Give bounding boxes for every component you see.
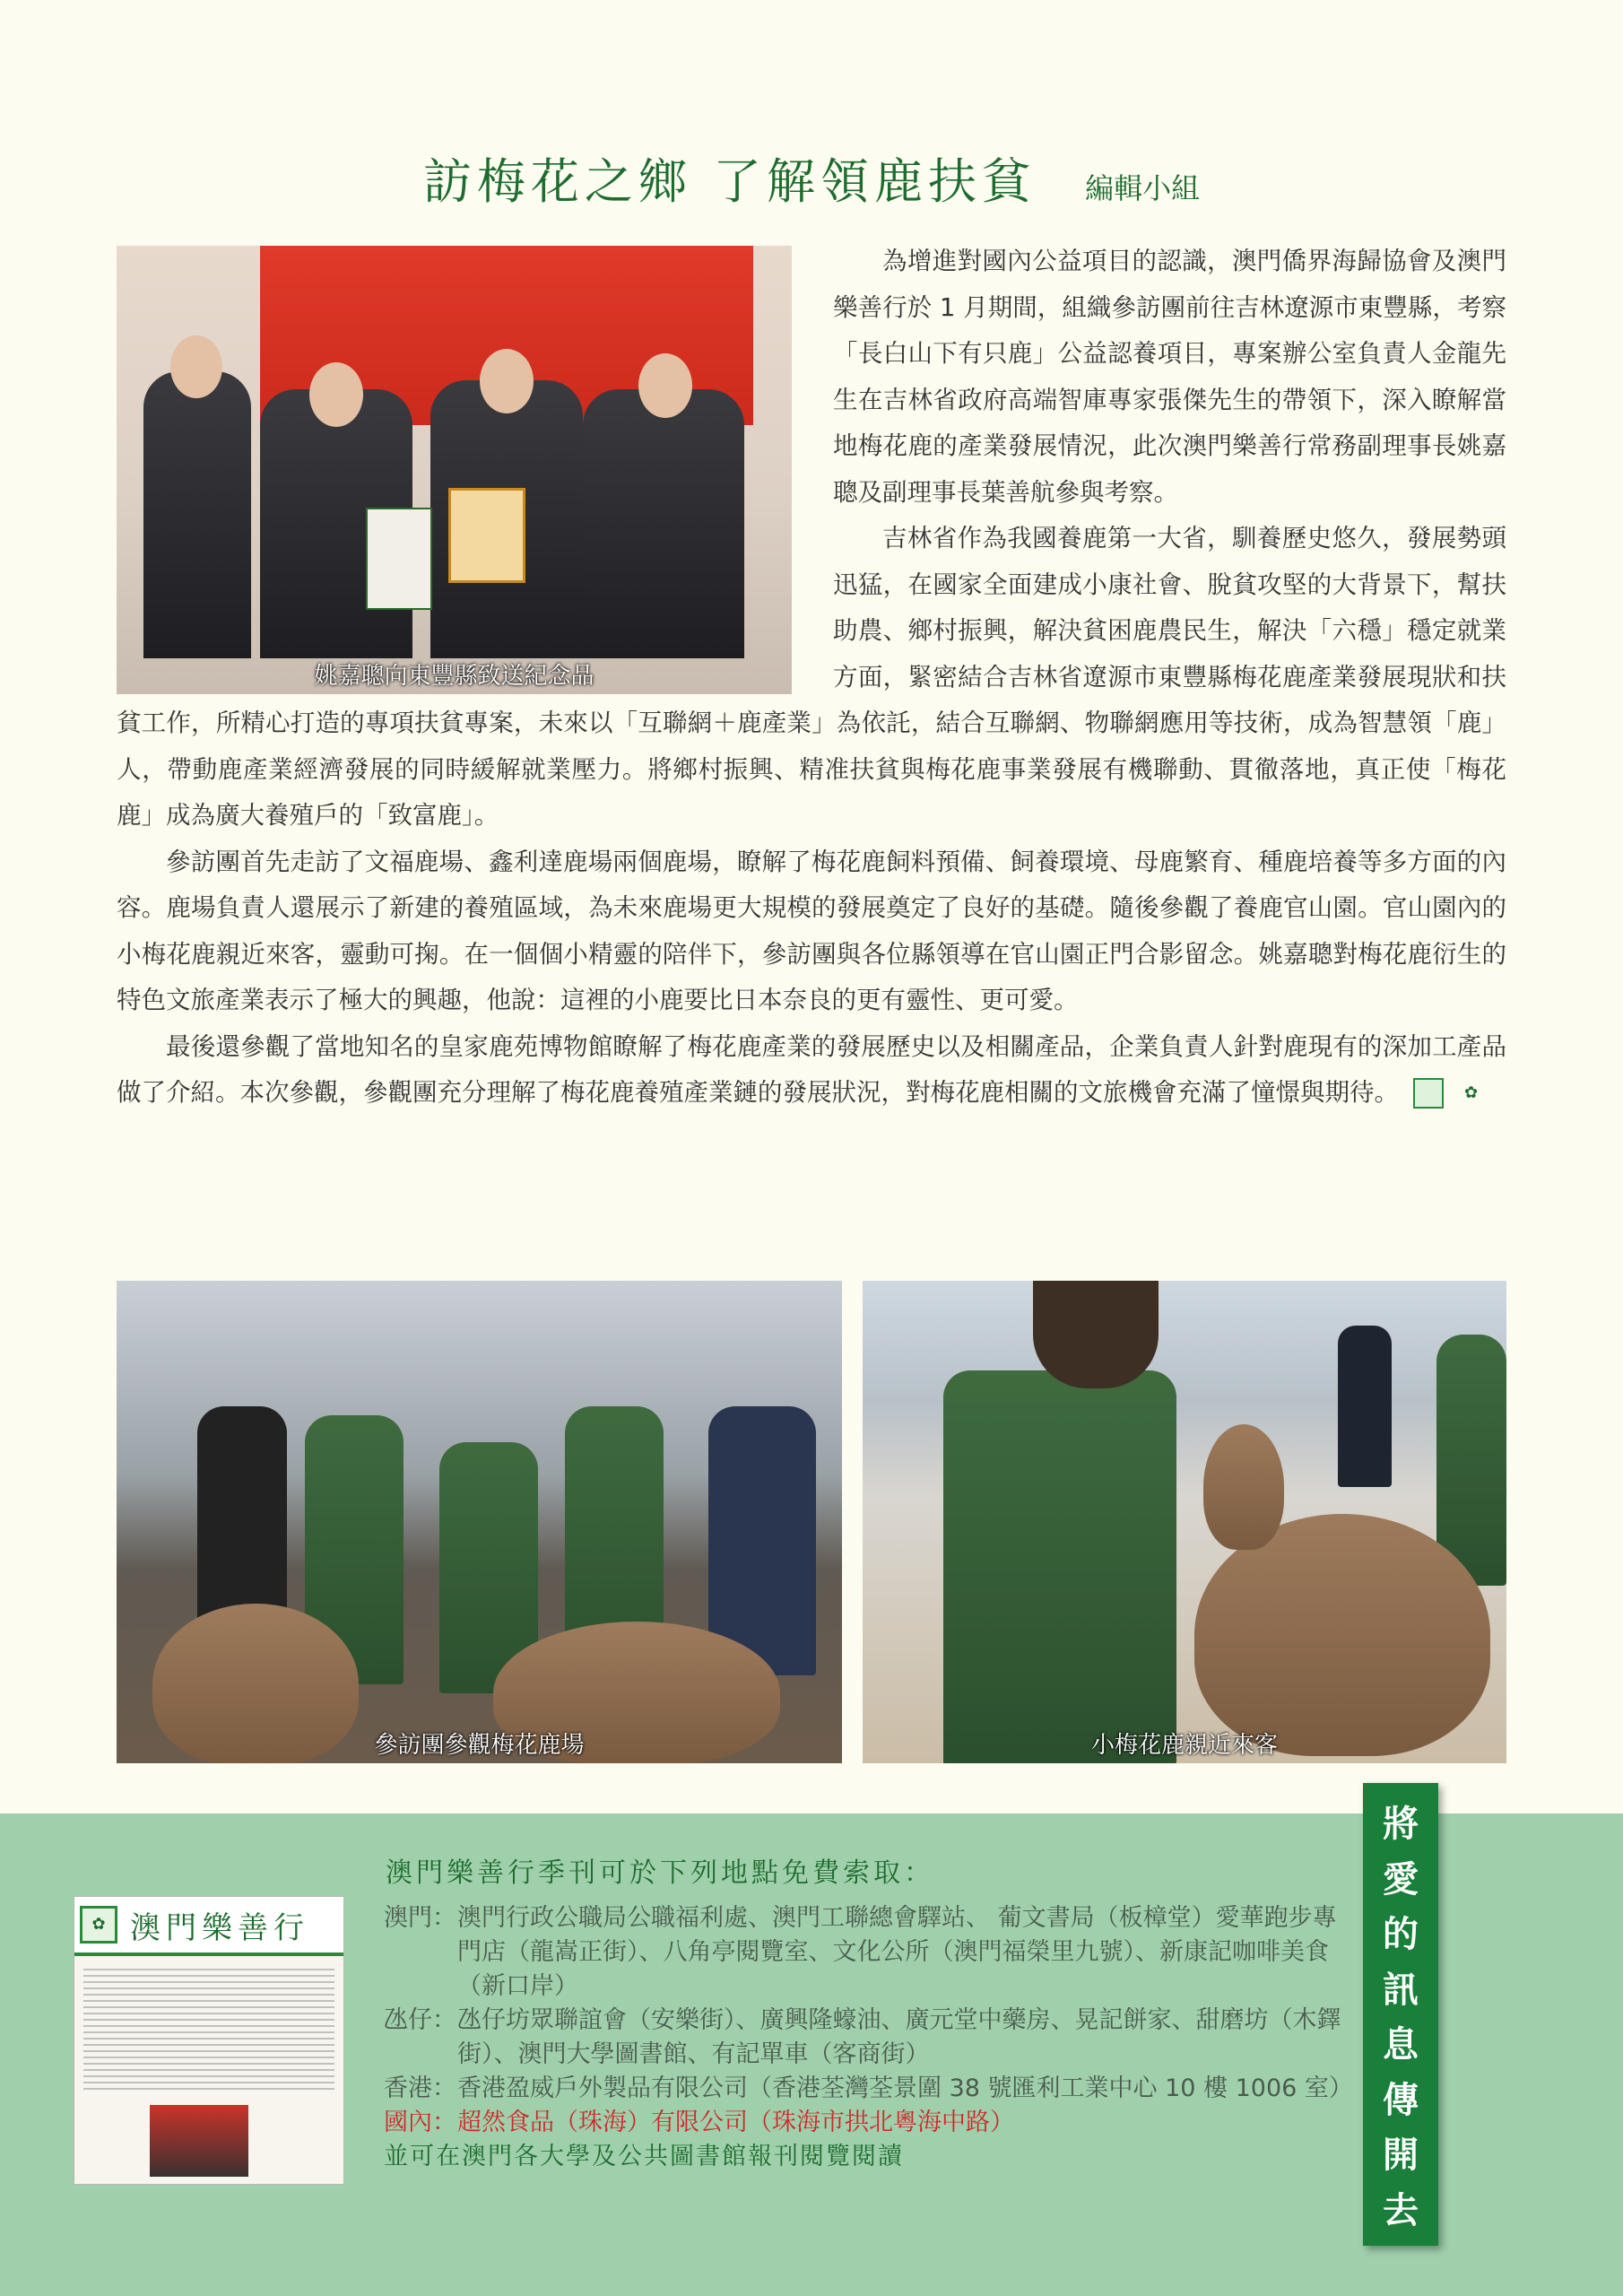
location-row-hongkong (384, 2072, 1353, 2106)
deer (1203, 1424, 1284, 1550)
photo-spacer (117, 239, 833, 696)
article-title (0, 144, 1623, 213)
location-text: 超然食品（珠海）有限公司（珠海市拱北粵海中路） (457, 2109, 1014, 2136)
footer-closing: 並可在澳門各大學及公共圖書館報刊閱覽閱讀 (384, 2143, 904, 2170)
photo-caption: 小梅花鹿親近來客 (1090, 1732, 1278, 1759)
location-label: 氹仔： (384, 2006, 456, 2034)
distribution-list (384, 1901, 1353, 2174)
slogan-char: 開 (1383, 2134, 1419, 2177)
slogan-char: 傳 (1383, 2078, 1419, 2121)
magazine-photo (150, 2105, 248, 2177)
location-text: 澳門行政公職局公職福利處、澳門工聯總會驛站、 葡文書局（板樟堂）愛華跑步專門店（龍嵩正街）、八角亭閱覽室、文化公所（澳門福榮里九號）、新康記咖啡美食（新口岸） (457, 1904, 1337, 2000)
location-row-taipa (384, 2004, 1343, 2072)
magazine-title: 澳門樂善行 (130, 1909, 309, 1946)
photo-caption: 姚嘉聰向東豐縣致送紀念品 (314, 663, 595, 690)
photo-deer-farm (117, 1281, 842, 1763)
title-author: 編輯小組 (1085, 171, 1201, 205)
slogan-char: 去 (1383, 2188, 1419, 2231)
slogan-char: 將 (1383, 1803, 1419, 1846)
title-main: 訪梅花之鄉 了解領鹿扶貧 (422, 153, 1037, 210)
paragraph: 為增進對國內公益項目的認識，澳門僑界海歸協會及澳門樂善行於 1 月期間，組織參訪團前往吉林遼源市東豐縣，考察「長白山下有只鹿」公益認養項目，專案辦公室負責人金龍先生在吉林省政府高端智庫專家張傑先生的帶領下，深入瞭解當地梅花鹿的產業發展情況，此次澳門樂善行常務副理事長姚嘉聰及副理事長葉善航參與考察。 (833, 247, 1506, 507)
location-row-macau (384, 1901, 1343, 2004)
photo-caption: 參訪團參觀梅花鹿場 (374, 1732, 585, 1759)
location-text: 香港盈威戶外製品有限公司（香港荃灣荃景圍 38 號匯利工業中心 10 樓 1006 室） (457, 2074, 1353, 2102)
slogan-char: 息 (1383, 2023, 1419, 2066)
location-label: 香港： (384, 2074, 456, 2102)
article-body (117, 239, 1506, 1117)
deer (1194, 1514, 1490, 1756)
slogan-char: 訊 (1383, 1968, 1419, 2011)
paragraph-text: 最後還參觀了當地知名的皇家鹿苑博物館瞭解了梅花鹿產業的發展歷史以及相關產品，企業負責人針對鹿現有的深加工產品做了介紹。本次參觀，參觀團充分理解了梅花鹿養殖產業鏈的發展狀況，對梅花鹿相關的文旅機會充滿了憧憬與期待。 (117, 1031, 1506, 1107)
magazine-masthead (74, 1897, 343, 1956)
paragraph: 參訪團首先走訪了文福鹿場、鑫利達鹿場兩個鹿場，瞭解了梅花鹿飼料預備、飼養環境、母鹿繁育、種鹿培養等多方面的內容。鹿場負責人還展示了新建的養殖區域，為未來鹿場更大規模的發展奠定了良好的基礎。隨後參觀了養鹿官山園。官山園內的小梅花鹿親近來客，靈動可掬。在一個個小精靈的陪伴下，參訪團與各位縣領導在官山園正門合影留念。姚嘉聰對梅花鹿衍生的特色文旅產業表示了極大的興趣，他說：這裡的小鹿要比日本奈良的更有靈性、更可愛。 (117, 847, 1506, 1014)
footer-heading: 澳門樂善行季刊可於下列地點免費索取： (386, 1857, 934, 1889)
location-label: 澳門： (384, 1904, 456, 1932)
person-figure (708, 1406, 816, 1675)
magazine-cover (74, 1896, 344, 2185)
location-text: 氹仔坊眾聯誼會（安樂街）、廣興隆蠔油、廣元堂中藥房、晃記餅家、甜磨坊（木鐸街）、澳門大學圖書館、有記單車（客商街） (457, 2006, 1341, 2068)
paragraph (117, 1024, 1506, 1117)
slogan-char: 愛 (1383, 1857, 1419, 1900)
person-figure (1436, 1335, 1506, 1586)
lok-seen-logo-icon: ✿ (80, 1906, 117, 1944)
magazine-text-block (83, 1969, 334, 2094)
person-figure (1338, 1326, 1392, 1487)
fur-hat (1033, 1281, 1159, 1388)
location-label: 國內： (384, 2109, 456, 2136)
paragraph: 吉林省作為我國養鹿第一大省，馴養歷史悠久，發展勢頭迅猛，在國家全面建成小康社會、脫貧攻堅的大背景下，幫扶助農、鄉村振興，解決貧困鹿農民生，解決「六穩」穩定就業方面，緊密結合吉林省遼源市東豐縣梅花鹿產業發展現狀和扶貧工作，所精心打造的專項扶貧專案，未來以「互聯網＋鹿產業」為依託，結合互聯網、物聯網應用等技術，成為智慧領「鹿」人，帶動鹿產業經濟發展的同時緩解就業壓力。將鄉村振興、精准扶貧與梅花鹿事業發展有機聯動、貫徹落地，真正使「梅花鹿」成為廣大養殖戶的「致富鹿」。 (117, 524, 1506, 830)
side-slogan-banner (1363, 1783, 1438, 2246)
person-figure (943, 1370, 1176, 1763)
slogan-char: 的 (1383, 1913, 1419, 1956)
end-mark-icon: ✿ (1413, 1078, 1444, 1109)
photo-deer-visitors (863, 1281, 1506, 1763)
location-row-mainland (384, 2106, 1343, 2140)
